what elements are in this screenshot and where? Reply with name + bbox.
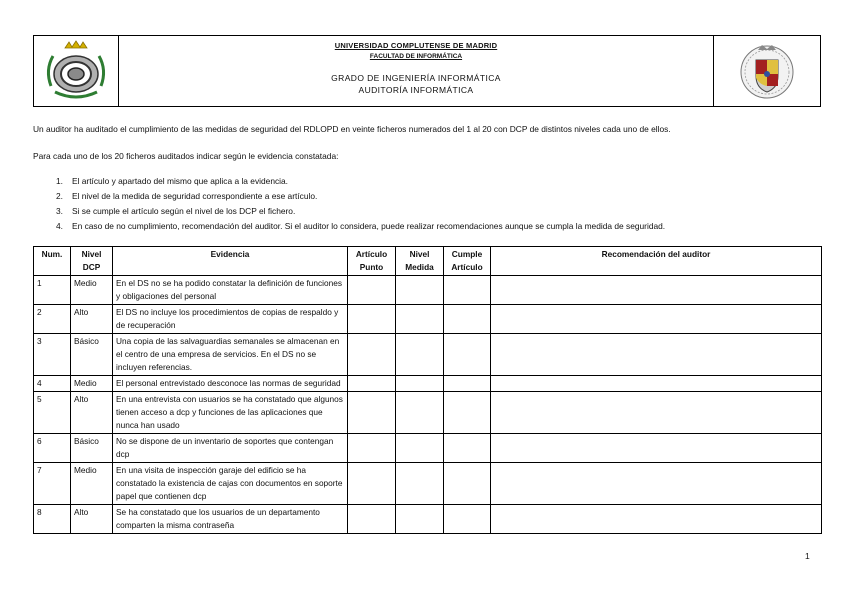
table-row: 6 Básico No se dispone de un inventario de soportes que contengan dcp (34, 434, 822, 463)
instruction-paragraph: Para cada uno de los 20 ficheros auditados indicar según le evidencia constatada: (33, 151, 339, 161)
evidence-table (33, 246, 822, 534)
intro-paragraph: Un auditor ha auditado el cumplimiento de las medidas de seguridad del RDLOPD en veinte ficheros numerados del 1 al 20 con DCP de distintos niveles cada uno de ellos. (33, 124, 671, 134)
list-item: 1. El artículo y apartado del mismo que aplica a la evidencia. (56, 176, 289, 186)
course-title: AUDITORÍA INFORMÁTICA (358, 85, 474, 95)
table-row: 1 Medio En el DS no se ha podido constatar la definición de funciones y obligaciones del personal (34, 276, 822, 305)
table-row: 2 Alto El DS no incluye los procedimientos de copias de respaldo y de recuperación (34, 305, 822, 334)
list-item: 4. En caso de no cumplimiento, recomendación del auditor. Si el auditor lo considera, puede realizar recomendaciones aunque se cumpla la medida de seguridad. (56, 221, 666, 231)
degree-title: GRADO DE INGENIERÍA INFORMÁTICA (331, 73, 501, 83)
faculty-logo-cell (34, 36, 119, 106)
table-row: 4 Medio El personal entrevistado desconoce las normas de seguridad (34, 376, 822, 392)
table-row: 3 Básico Una copia de las salvaguardias semanales se almacenan en el centro de una empresa de servicios. En el DS no se incluyen referencias. (34, 334, 822, 376)
header-titles (119, 36, 714, 106)
header-evidencia: Evidencia (113, 247, 348, 276)
faculty-logo-icon (41, 40, 111, 102)
university-crest-cell (714, 36, 820, 106)
header-nivel-dcp: Nivel DCP (71, 247, 113, 276)
university-name: UNIVERSIDAD COMPLUTENSE DE MADRID (334, 41, 498, 50)
university-crest-icon (738, 40, 796, 102)
page-number: 1 (805, 551, 810, 561)
header-recomendacion: Recomendación del auditor (491, 247, 822, 276)
header-nivel-medida: Nivel Medida (396, 247, 444, 276)
header-cumple-articulo: Cumple Artículo (444, 247, 491, 276)
document-header (33, 35, 821, 107)
faculty-name: FACULTAD DE INFORMÁTICA (369, 53, 463, 60)
header-num: Num. (34, 247, 71, 276)
table-row: 5 Alto En una entrevista con usuarios se ha constatado que algunos tienen acceso a dcp y funciones de las aplicaciones que nunca han usado (34, 392, 822, 434)
list-item: 3. Si se cumple el artículo según el nivel de los DCP el fichero. (56, 206, 296, 216)
table-header-row (34, 247, 822, 276)
list-item: 2. El nivel de la medida de seguridad correspondiente a ese artículo. (56, 191, 318, 201)
steps-list (56, 176, 665, 236)
header-articulo-punto: Artículo Punto (348, 247, 396, 276)
table-row: 8 Alto Se ha constatado que los usuarios de un departamento comparten la misma contraseña (34, 505, 822, 534)
table-row: 7 Medio En una visita de inspección garaje del edificio se ha constatado la existencia de cajas con documentos en soporte papel que contienen dcp (34, 463, 822, 505)
